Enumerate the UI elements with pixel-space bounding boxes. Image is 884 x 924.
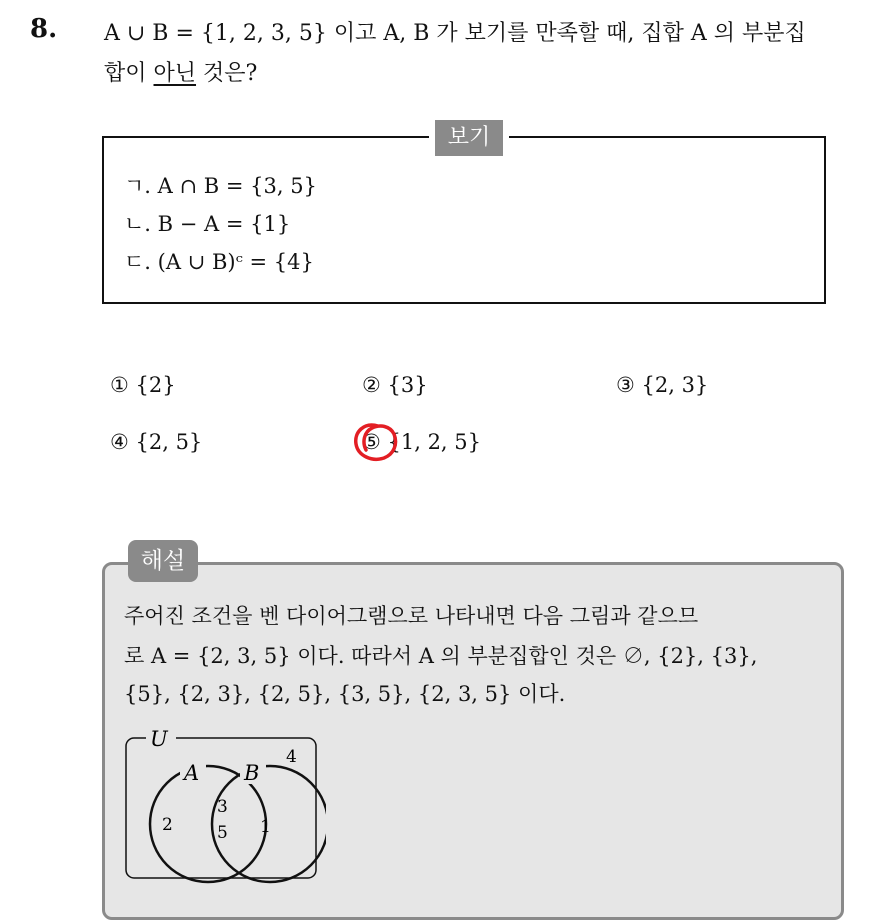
- question-text-prefix: 합이: [104, 61, 154, 86]
- solution-title: 해설: [128, 540, 198, 582]
- venn-b-only-value: 1: [260, 817, 271, 837]
- choice-3[interactable]: ③ {2, 3}: [616, 373, 709, 397]
- venn-set-a-label: A: [184, 761, 200, 785]
- choice-2[interactable]: ② {3}: [362, 373, 428, 397]
- bogi-title: 보기: [429, 120, 509, 156]
- venn-universe-label: U: [150, 727, 168, 751]
- choice-4[interactable]: ④ {2, 5}: [110, 430, 203, 454]
- question-text-line-1: A ∪ B = {1, 2, 3, 5} 이고 A, B 가 보기를 만족할 때, 집합 A 의 부분집: [104, 21, 806, 46]
- venn-set-b-label: B: [244, 761, 260, 785]
- question-underlined-word: 아닌: [153, 61, 197, 86]
- answer-mark-circle: [350, 418, 402, 466]
- bogi-item-3: ㄷ. (A ∪ B)ᶜ = {4}: [124, 250, 314, 274]
- venn-intersection-value-top: 3: [217, 797, 228, 817]
- solution-line-3: {5}, {2, 3}, {2, 5}, {3, 5}, {2, 3, 5} 이다.: [124, 682, 566, 706]
- venn-a-only-value: 2: [162, 815, 173, 835]
- choice-5[interactable]: ⑤ {1, 2, 5}: [362, 430, 482, 454]
- question-number: 8.: [30, 14, 58, 44]
- bogi-item-2: ㄴ. B − A = {1}: [124, 212, 291, 236]
- question-text-line-2: [104, 56, 257, 87]
- solution-line-2: 로 A = {2, 3, 5} 이다. 따라서 A 의 부분집합인 것은 ∅, {2}, {3},: [124, 644, 758, 668]
- question-text-suffix: 것은?: [196, 61, 258, 86]
- bogi-item-1: ㄱ. A ∩ B = {3, 5}: [124, 174, 317, 198]
- venn-outside-value: 4: [286, 747, 297, 767]
- choice-1[interactable]: ① {2}: [110, 373, 176, 397]
- solution-line-1: 주어진 조건을 벤 다이어그램으로 나타내면 다음 그림과 같으므: [124, 604, 699, 628]
- venn-intersection-value-bottom: 5: [217, 823, 228, 843]
- venn-diagram: [120, 722, 326, 884]
